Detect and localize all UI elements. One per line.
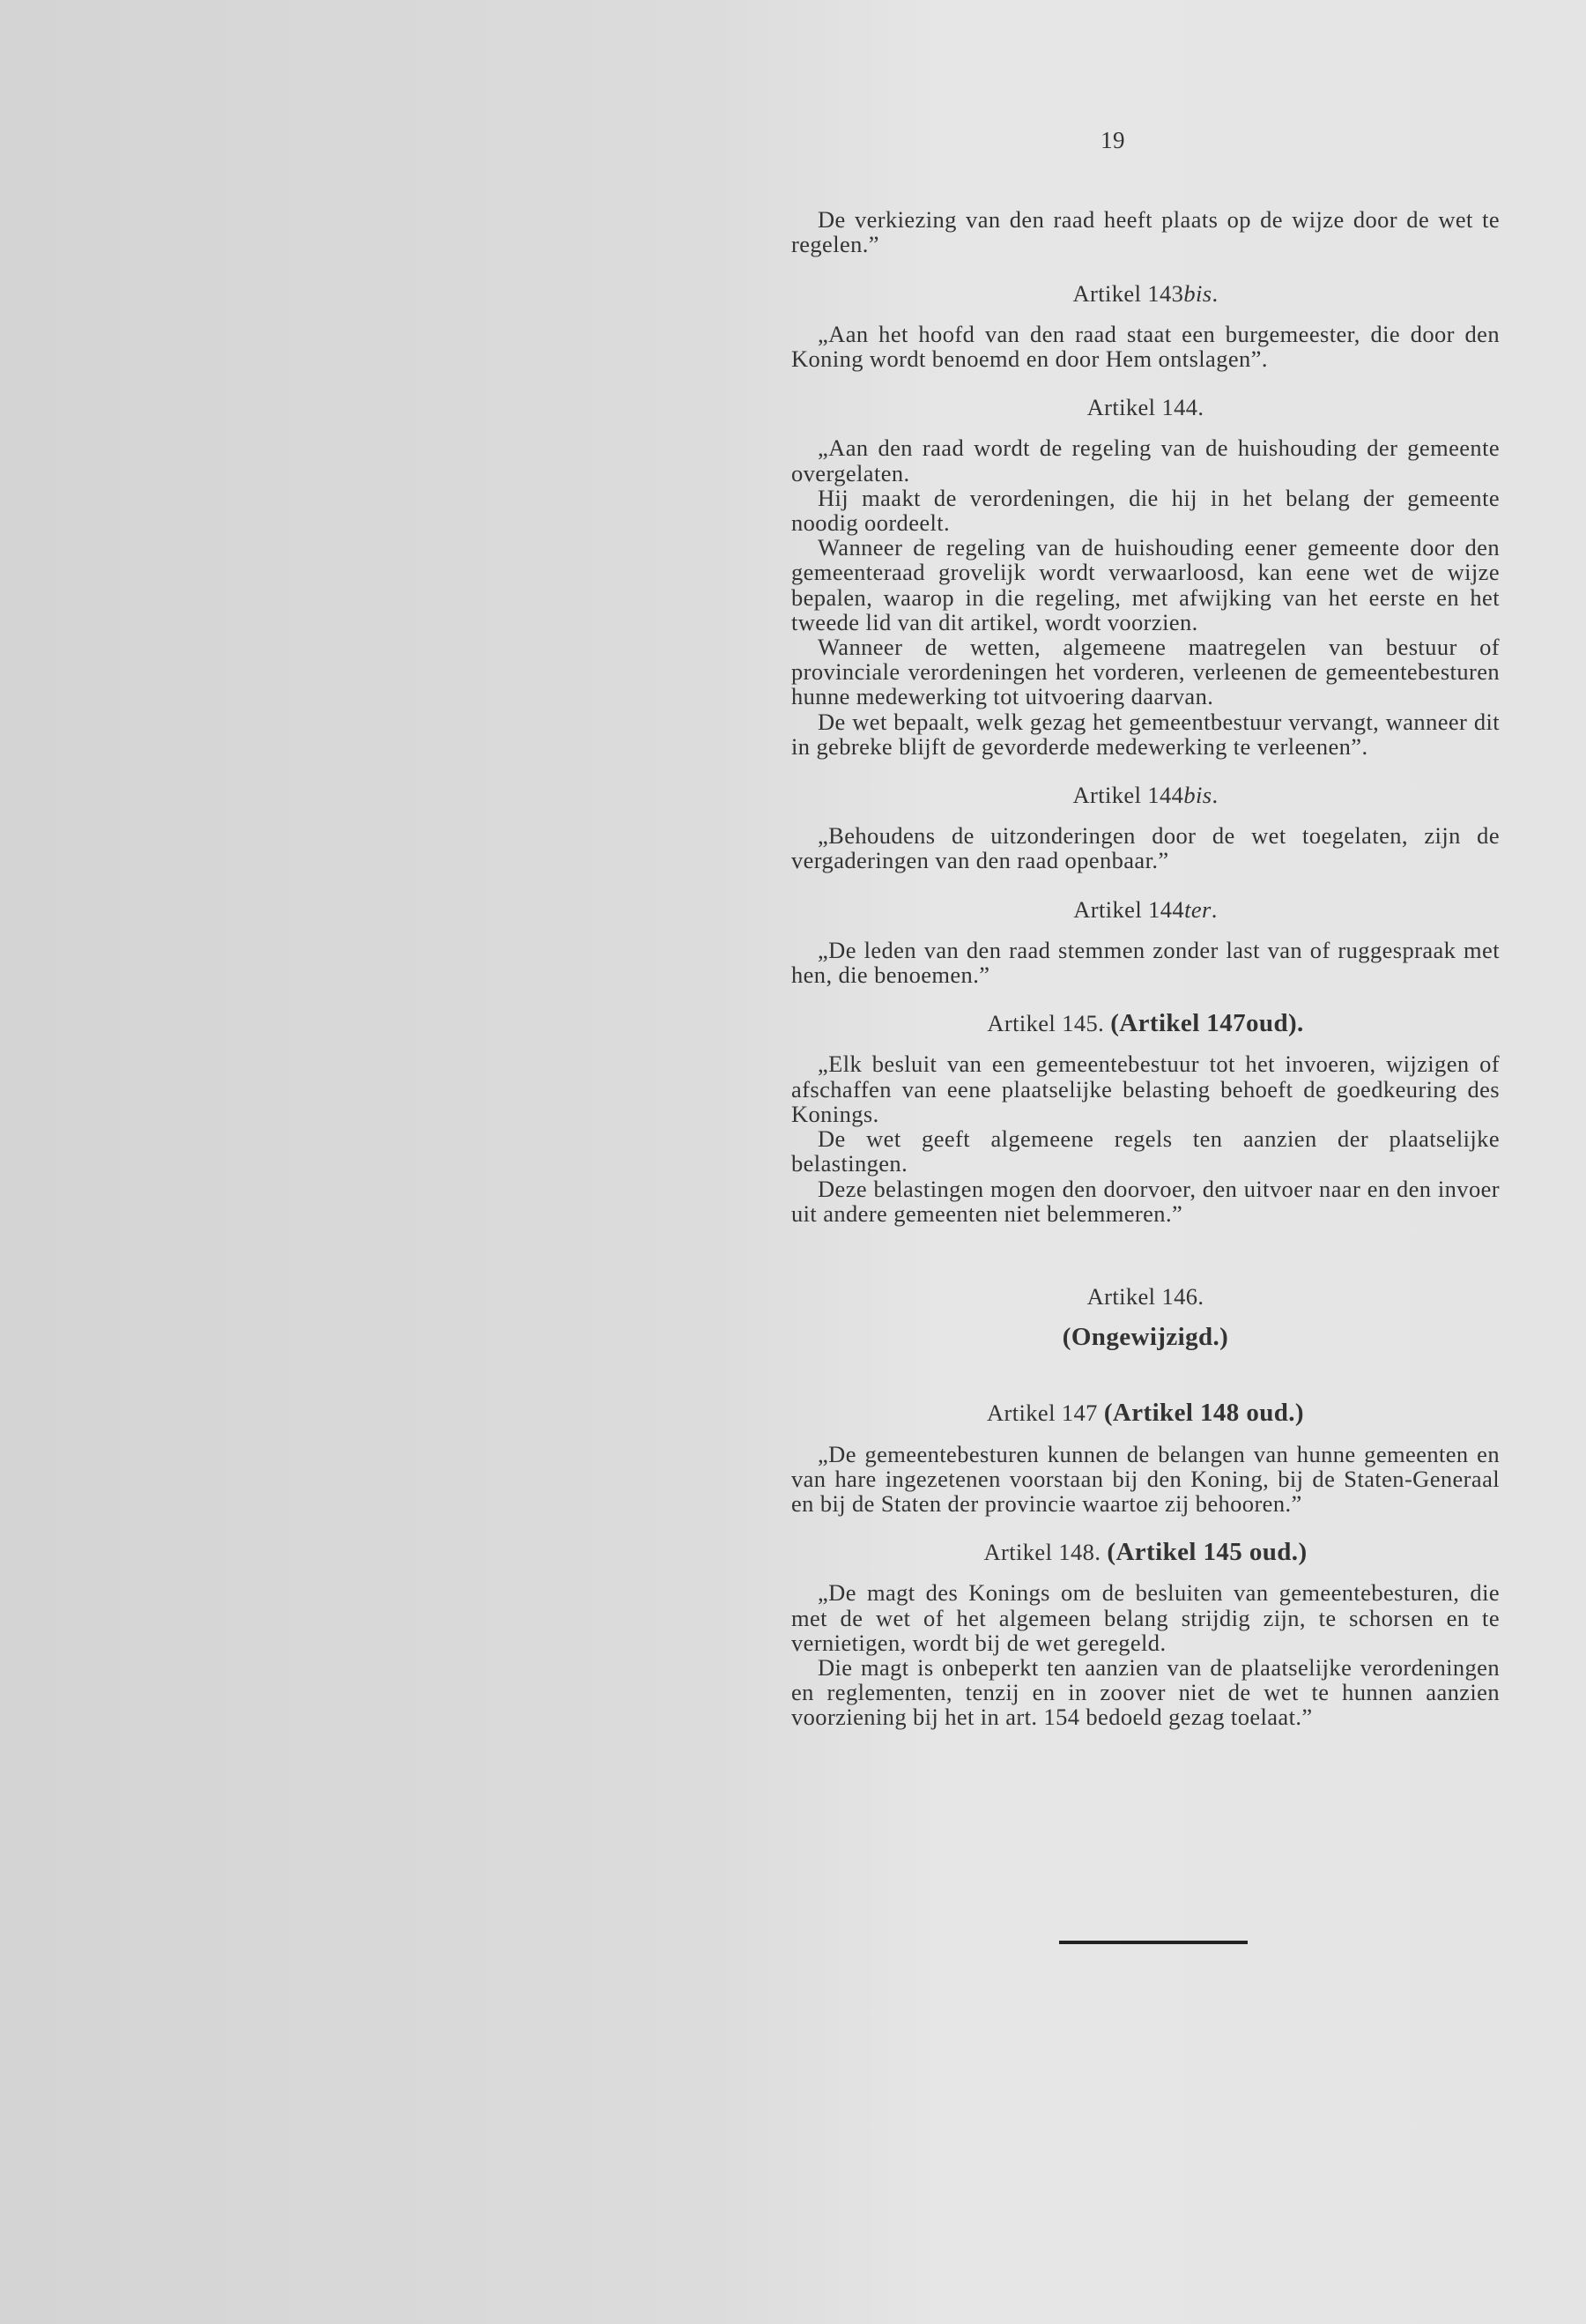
article-paragraph: „Behoudens de uitzonderingen door de wet toegelaten, zijn de vergaderingen van den raad openbaar.” (791, 822, 1500, 874)
article-paragraph: Deze belastingen mogen den doorvoer, den uitvoer naar en den invoer uit andere gemeenten niet belemmeren.” (791, 1175, 1500, 1227)
article-paragraph: De wet bepaalt, welk gezag het gemeentbestuur vervangt, wanneer dit in gebreke blijft de gevorderde medewerking te verleenen”. (791, 708, 1500, 760)
article-heading: Artikel 143bis. (1072, 279, 1219, 307)
article-paragraph: „Aan het hoofd van den raad staat een burgemeester, die door den Koning wordt benoemd en door Hem ontslagen”. (791, 320, 1500, 373)
article-paragraph: „Elk besluit van een gemeentebestuur tot het invoeren, wijzigen of afschaffen van eene plaatselijke belasting behoeft de goedkeuring des Konings. (791, 1051, 1500, 1127)
intro-paragraph: De verkiezing van den raad heeft plaats op de wijze door de wet te regelen.” (791, 206, 1500, 258)
page-number: 19 (1101, 127, 1125, 153)
article-paragraph: „De leden van den raad stemmen zonder last van of ruggespraak met hen, die benoemen.” (791, 936, 1500, 989)
article-heading: Artikel 144ter. (1073, 895, 1218, 923)
closing-rule (1059, 1941, 1248, 1944)
article-heading: Artikel 145. (Artikel 147oud). (987, 1009, 1304, 1038)
article-subheading: (Ongewijzigd.) (1062, 1323, 1229, 1352)
article-paragraph: „De gemeentebesturen kunnen de belangen van hunne gemeenten en van hare ingezetenen voorstaan bij den Koning, bij de Staten-Generaal en bij de Staten der provincie waartoe zij behooren.” (791, 1440, 1500, 1517)
article-paragraph: „Aan den raad wordt de regeling van de huishouding der gemeente overgelaten. (791, 434, 1500, 486)
article-paragraph: Wanneer de wetten, algemeene maatregelen van bestuur of provinciale verordeningen het vorderen, verleenen de gemeentebesturen hunne medewerking tot uitvoering daarvan. (791, 634, 1500, 710)
article-paragraph: De wet geeft algemeene regels ten aanzien der plaatselijke belastingen. (791, 1125, 1500, 1177)
article-heading: Artikel 144. (1086, 394, 1204, 421)
article-heading: Artikel 146. (1086, 1282, 1204, 1310)
text-column (791, 128, 1500, 1730)
article-heading: Artikel 147 (Artikel 148 oud.) (987, 1399, 1304, 1428)
article-heading: Artikel 148. (Artikel 145 oud.) (983, 1538, 1308, 1567)
article-heading: Artikel 144bis. (1072, 782, 1219, 809)
article-paragraph: Wanneer de regeling van de huishouding eener gemeente door den gemeenteraad grovelijk wordt verwaarloosd, kan eene wet de wijze bepalen, waarop in die regeling, met afwijking van het eerste en het tweede lid van dit artikel, wordt voorzien. (791, 534, 1500, 635)
article-paragraph: „De magt des Konings om de besluiten van gemeentebesturen, die met de wet of het algemeen belang strijdig zijn, te schorsen en te vernietigen, wordt bij de wet geregeld. (791, 1579, 1500, 1656)
article-paragraph: Hij maakt de verordeningen, die hij in het belang der gemeente noodig oordeelt. (791, 484, 1500, 537)
article-paragraph: Die magt is onbeperkt ten aanzien van de plaatselijke verordeningen en reglementen, tenzij en in zoover niet de wet te hunnen aanzien voorziening bij het in art. 154 bedoeld gezag toelaat.” (791, 1653, 1500, 1731)
